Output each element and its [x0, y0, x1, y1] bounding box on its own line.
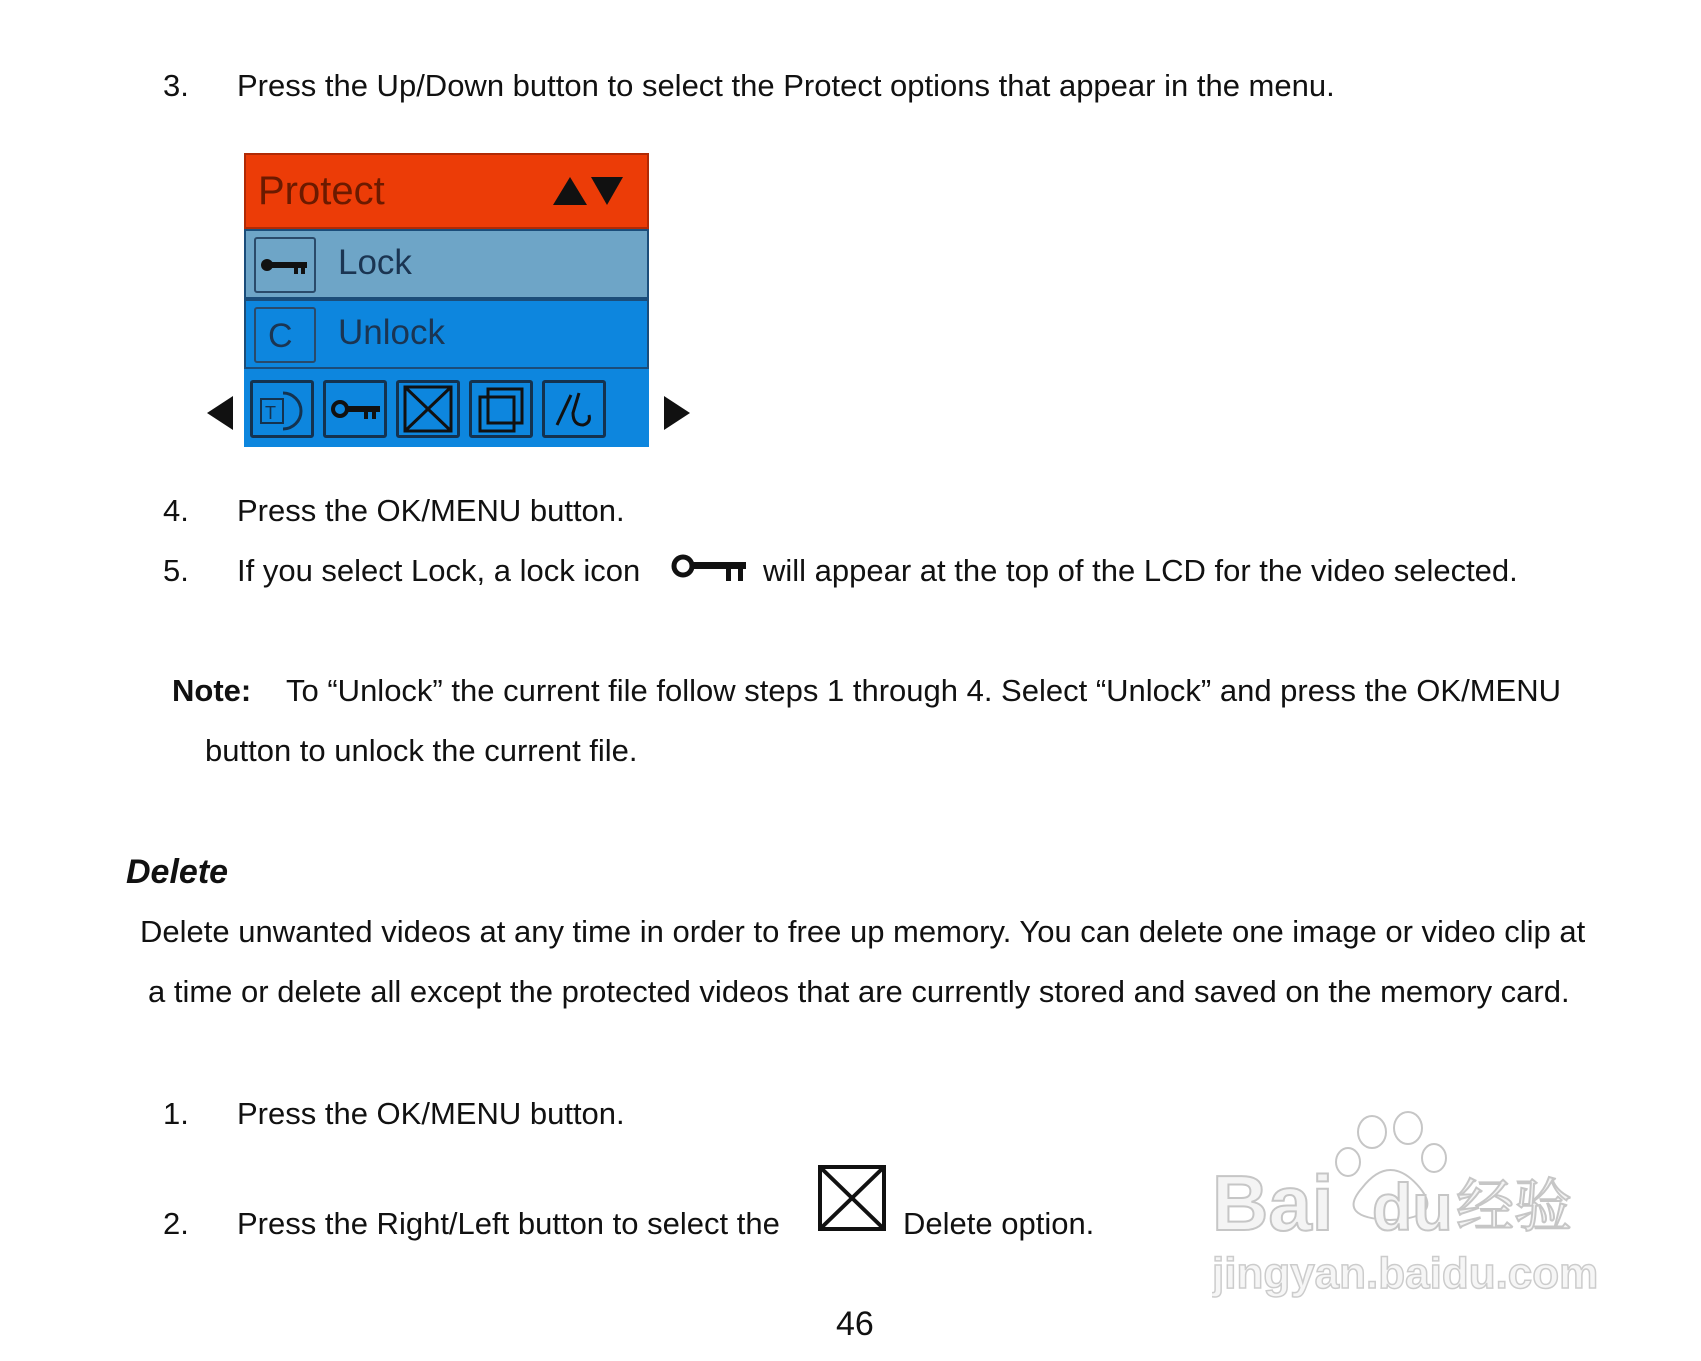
menu-item-lock[interactable] — [244, 229, 649, 299]
step-text: Press the OK/MENU button. — [237, 493, 625, 528]
step-text: If you select Lock, a lock icon — [237, 553, 641, 588]
note-text: button to unlock the current file. — [205, 733, 638, 768]
key-icon — [254, 237, 316, 293]
step-number: 5. — [163, 553, 189, 588]
svg-text:du: du — [1372, 1170, 1453, 1244]
svg-text:经验: 经验 — [1456, 1172, 1573, 1240]
step-text: Press the Right/Left button to select the — [237, 1206, 780, 1241]
lock-key-icon — [670, 550, 748, 586]
step-text: Delete option. — [903, 1206, 1095, 1241]
menu-header — [244, 153, 649, 229]
section-paragraph: a time or delete all except the protected videos that are currently stored and saved on the memory card. — [148, 974, 1570, 1009]
up-down-arrows-icon — [551, 173, 625, 207]
svg-text:T: T — [265, 403, 276, 423]
left-arrow-icon — [205, 394, 235, 432]
page-number: 46 — [836, 1305, 874, 1343]
step-text: Press the Up/Down button to select the Protect options that appear in the menu. — [237, 68, 1335, 103]
edit-icon[interactable] — [542, 380, 606, 438]
step-number: 4. — [163, 493, 189, 528]
step-number: 3. — [163, 68, 189, 103]
icon-letter: C — [268, 317, 293, 355]
menu-title: Protect — [258, 169, 385, 213]
thumbnail-icon[interactable] — [469, 380, 533, 438]
right-arrow-icon — [662, 394, 692, 432]
menu-item-label: Unlock — [338, 313, 445, 352]
baidu-watermark-logo — [1212, 1108, 1612, 1308]
c-letter-icon — [254, 307, 316, 363]
note-text: To “Unlock” the current file follow steps 1 through 4. Select “Unlock” and press the OK/MENU — [286, 673, 1561, 708]
delete-icon — [818, 1165, 886, 1231]
svg-text:jingyan.baidu.com: jingyan.baidu.com — [1212, 1249, 1599, 1298]
menu-item-label: Lock — [338, 243, 412, 282]
step-number: 2. — [163, 1206, 189, 1241]
delete-icon[interactable] — [396, 380, 460, 438]
key-icon[interactable] — [323, 380, 387, 438]
menu-toolbar — [244, 374, 649, 447]
section-paragraph: Delete unwanted videos at any time in order to free up memory. You can delete one image or video clip at — [140, 914, 1586, 949]
step-number: 1. — [163, 1096, 189, 1131]
menu-item-unlock[interactable] — [244, 299, 649, 369]
tv-out-icon[interactable] — [250, 380, 314, 438]
step-text: will appear at the top of the LCD for the video selected. — [763, 553, 1518, 588]
note-label: Note: — [172, 673, 252, 708]
step-text: Press the OK/MENU button. — [237, 1096, 625, 1131]
section-heading: Delete — [126, 853, 229, 891]
protect-menu-lcd — [244, 153, 649, 447]
svg-text:Bai: Bai — [1212, 1159, 1334, 1247]
